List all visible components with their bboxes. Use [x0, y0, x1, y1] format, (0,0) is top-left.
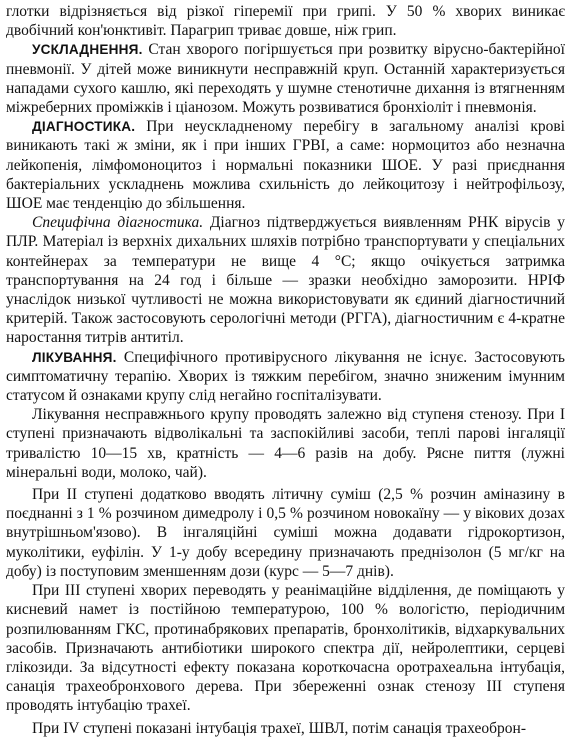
paragraph-text: Специфічного противірусного лікування не існує. Застосовують симптоматичну терапію. Хворих із тяжким перебігом, значно зниженим імунним статусом й ознаками крупу слід негайно госпіталізувати.: [6, 348, 565, 405]
stage-3-paragraph: [6, 581, 565, 715]
croup-treatment-paragraph: [6, 405, 565, 482]
section-heading-complications: УСКЛАДНЕННЯ.: [32, 42, 143, 58]
paragraph-text: глотки відрізняється від різкої гіперемії при грипі. У 50 % хворих виникає двобічний кон'юнктивіт. Парагрип триває довше, ніж грип.: [6, 3, 565, 40]
section-heading-treatment: ЛІКУВАННЯ.: [32, 349, 117, 365]
paragraph-text: При неускладненому перебігу в загальному аналізі крові виникають такі ж зміни, як і при інших ГРВІ, а саме: нормоцитоз або незначна лейкопенія, лімфомоноцитоз і нормальні показники ШОЕ. У разі приєднання бактеріальних ускладнень можлива схильність до лейкоцитозу і нейтрофільозу, ШОЕ має тенденцію до збільшення.: [6, 118, 565, 213]
diagnostics-paragraph: [6, 117, 565, 213]
complications-paragraph: [6, 40, 565, 117]
paragraph-text: При III ступені хворих переводять у реанімаційне відділення, де поміщають у кисневий намет із постійною температурою, 100 % вологістю, періодичним розпилюванням ГКС, протинабрякових препаратів, бронхолітиків, відхаркувальних засобів. Призначають антибіотики широкого спектра дії, нейролептики, серцеві глікозиди. За відсутності ефекту показана короткочасна оротрахеальна інтубація, санація трахеобронхового дерева. При збереженні ознак стенозу III ступеня проводять інтубацію трахеї.: [6, 582, 565, 715]
subheading-specific-diagnostics: Специфічна діагностика.: [32, 214, 204, 232]
treatment-paragraph: [6, 348, 565, 406]
stage-2-paragraph: [6, 485, 565, 581]
paragraph-text: При II ступені додатково вводять літичну суміш (2,5 % розчин аміназину в поєднанні з 1 % розчином димедролу і 0,5 % розчином новокаїну — у вікових дозах внутрішньом'язово). В інгаляційні суміші можна додавати гідрокортизон, муколітики, еуфілін. У 1-у добу всередину призначають преднізолон (5 мг/кг на добу) із поступовим зменшенням дози (курс — 5—7 днів).: [6, 486, 565, 580]
intro-paragraph: [6, 2, 565, 40]
specific-diagnostics-paragraph: [6, 213, 565, 347]
paragraph-text: Лікування несправжнього крупу проводять залежно від ступеня стенозу. При I ступені призначають відволікальні та заспокійливі засоби, теплі парові інгаляції тривалістю 10—15 хв, кратність — 4—6 разів на добу. Рясне пиття (лужні мінеральні води, молоко, чай).: [6, 406, 565, 481]
stage-4-paragraph: [6, 719, 565, 738]
paragraph-text: При IV ступені показані інтубація трахеї, ШВЛ, потім санація трахеоброн-: [32, 719, 527, 737]
section-heading-diagnostics: ДІАГНОСТИКА.: [32, 119, 136, 135]
paragraph-text: Стан хворого погіршується при розвитку вірусно-бактерійної пневмонії. У дітей може виникнути несправжній круп. Останній характеризується нападами сухого кашлю, які переходять у шумне стенотичне дихання із втягненням міжреберних проміжків і ціанозом. Можуть розвиватися бронхіоліт і пневмонія.: [6, 41, 565, 117]
paragraph-text: Діагноз підтверджується виявленням РНК вірусів у ПЛР. Матеріал із верхніх дихальних шляхів потрібно транспортувати у спеціальних контейнерах за температури не вище 4 °С; якщо очікується затримка транспортування на 24 год і більше — зразки необхідно заморозити. НРІФ унаслідок низької чутливості не можна використовувати як єдиний діагностичний критерій. Також застосовують серологічні методи (РГГА), діагностичним є 4-кратне наростання титрів антитіл.: [6, 214, 565, 347]
